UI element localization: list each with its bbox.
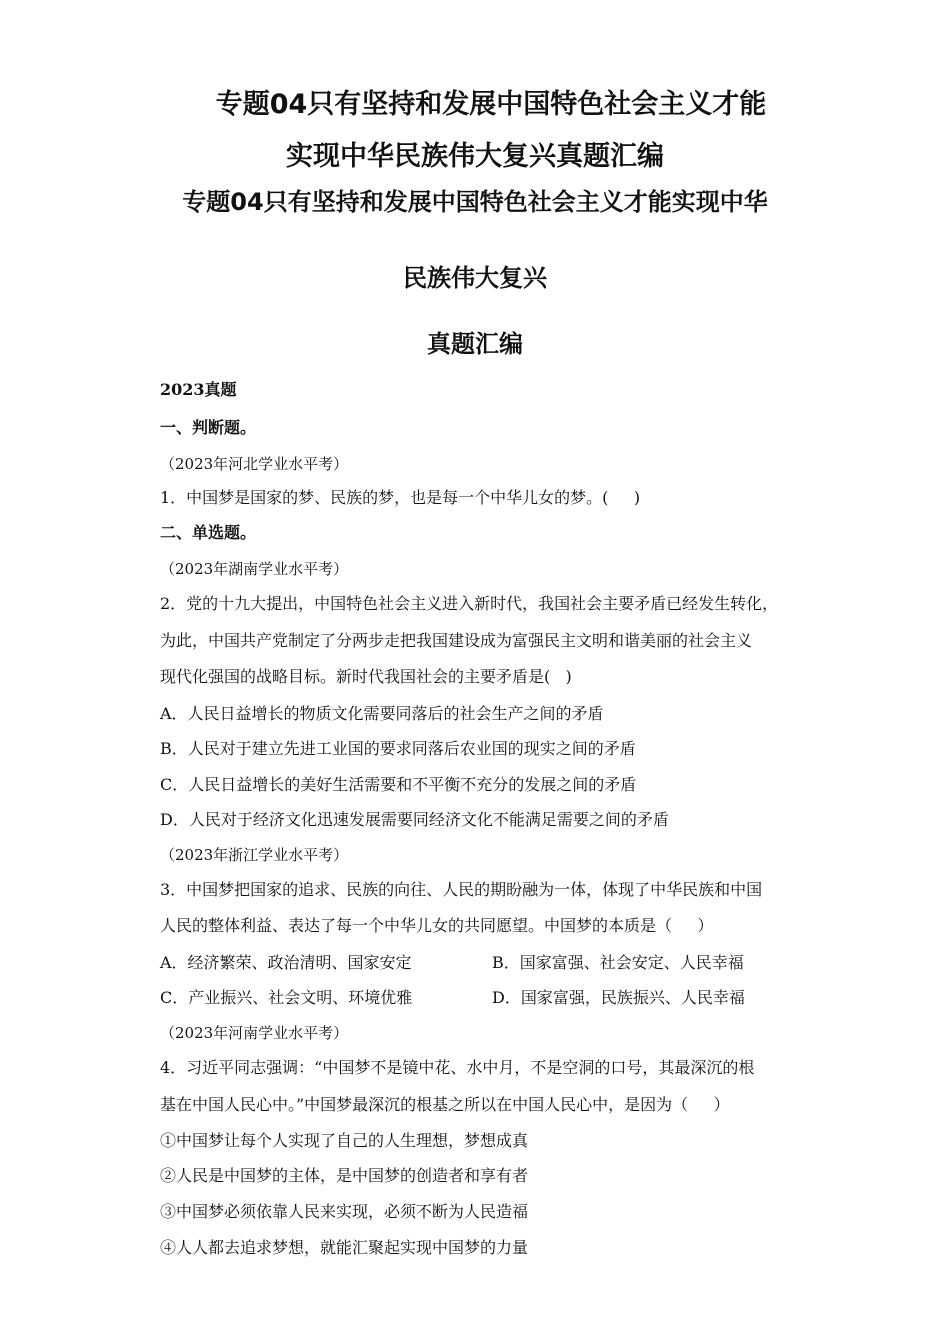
q2-stem-line2: 为此，中国共产党制定了分两步走把我国建设成为富强民主文明和谐美丽的社会主义 [160,631,753,650]
q4-source: （2023年河南学业水平考） [160,1024,349,1042]
q3-stem-line1: 3．中国梦把国家的追求、民族的向往、人民的期盼融为一体，体现了中华民族和中国 [160,880,763,899]
section2-heading: 二、单选题。 [160,523,257,542]
q4-item-2: ②人民是中国梦的主体，是中国梦的创造者和享有者 [160,1166,529,1185]
q1-stem: 1．中国梦是国家的梦、民族的梦，也是每一个中华儿女的梦。( ) [160,488,641,507]
q2-option-a: A．人民日益增长的物质文化需要同落后的社会生产之间的矛盾 [160,704,604,723]
q4-stem-line1: 4．习近平同志强调：“中国梦不是镜中花、水中月，不是空洞的口号，其最深沉的根 [160,1058,755,1077]
q4-item-3: ③中国梦必须依靠人民来实现，必须不断为人民造福 [160,1202,529,1221]
q1-source: （2023年河北学业水平考） [160,455,349,473]
q3-stem-line2: 人民的整体利益、表达了每一个中华儿女的共同愿望。中国梦的本质是（ ） [160,916,714,935]
q3-option-c: C．产业振兴、社会文明、环境优雅 [160,988,413,1007]
q3-option-b: B．国家富强、社会安定、人民幸福 [492,953,744,972]
title-line-1: 专题04只有坚持和发展中国特色社会主义才能 [215,89,767,120]
q2-source: （2023年湖南学业水平考） [160,560,349,578]
q3-option-a: A．经济繁荣、政治清明、国家安定 [160,953,412,972]
section-year-heading: 2023真题 [160,380,237,399]
q4-stem-line2: 基在中国人民心中。”中国梦最深沉的根基之所以在中国人民心中，是因为（ ） [160,1095,730,1114]
title-line-4: 民族伟大复兴 [403,264,547,292]
q4-item-1: ①中国梦让每个人实现了自己的人生理想，梦想成真 [160,1131,529,1150]
q2-stem-line3: 现代化强国的战略目标。新时代我国社会的主要矛盾是( ) [160,667,572,686]
title-line-5: 真题汇编 [427,330,523,358]
title-line-2: 实现中华民族伟大复兴真题汇编 [286,141,664,172]
q2-option-d: D．人民对于经济文化迅速发展需要同经济文化不能满足需要之间的矛盾 [160,810,669,829]
q3-source: （2023年浙江学业水平考） [160,846,349,864]
q3-option-d: D．国家富强，民族振兴、人民幸福 [492,988,745,1007]
q2-stem-line1: 2．党的十九大提出，中国特色社会主义进入新时代，我国社会主要矛盾已经发生转化， [160,594,779,613]
q2-option-c: C．人民日益增长的美好生活需要和不平衡不充分的发展之间的矛盾 [160,775,637,794]
q4-item-4: ④人人都去追求梦想，就能汇聚起实现中国梦的力量 [160,1238,529,1257]
q2-option-b: B．人民对于建立先进工业国的要求同落后农业国的现实之间的矛盾 [160,739,636,758]
title-line-3: 专题04只有坚持和发展中国特色社会主义才能实现中华 [182,188,768,216]
section1-heading: 一、判断题。 [160,418,257,437]
